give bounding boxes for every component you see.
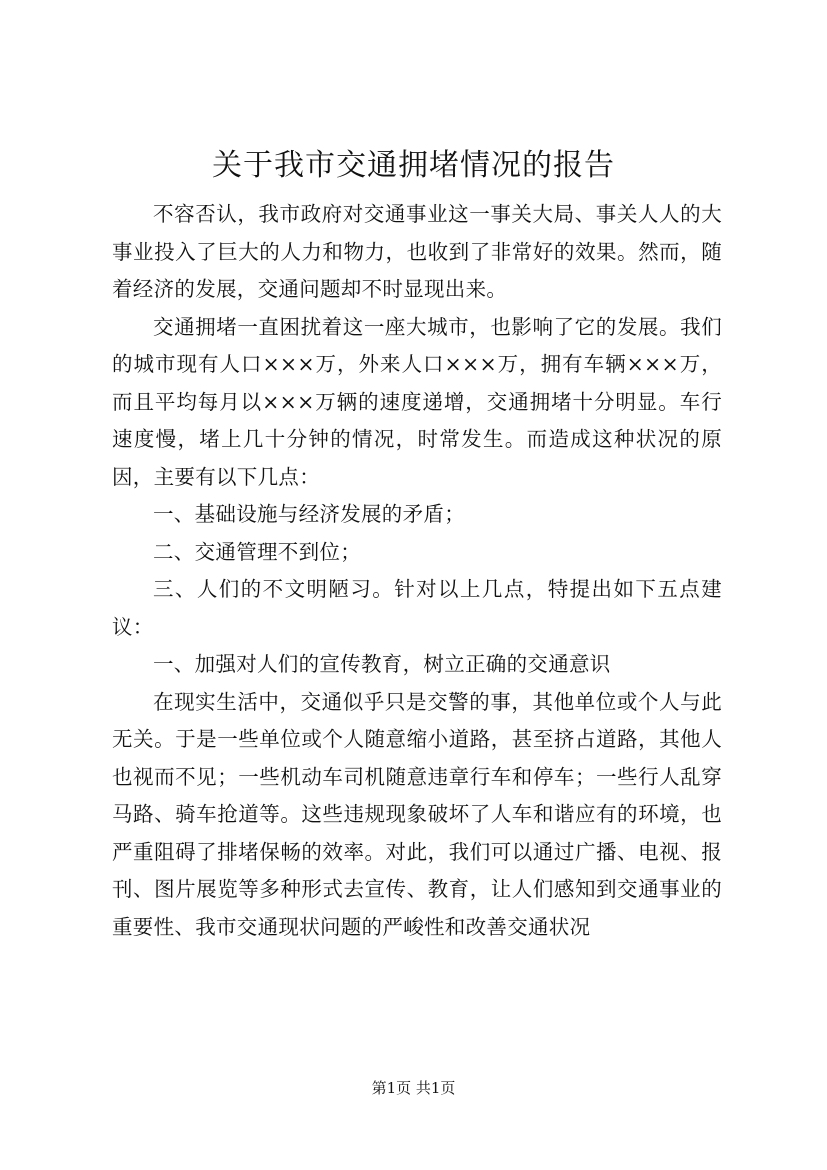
paragraph-cause-2: 二、交通管理不到位；	[153, 539, 361, 564]
paragraph-suggestion-heading: 一、加强对人们的宣传教育，树立正确的交通意识	[153, 652, 611, 676]
paragraph-cause-3: 三、人们的不文明陋习。针对以上几点，特提出如下五点建议：	[112, 577, 722, 639]
document-body	[112, 196, 722, 946]
page-footer: 第1页 共1页	[371, 1079, 456, 1097]
paragraph-intro: 不容否认，我市政府对交通事业这一事关大局、事关人人的大事业投入了巨大的人力和物力，也收到了非常好的效果。然而，随着经济的发展，交通问题却不时显现出来。	[112, 202, 722, 301]
paragraph-suggestion-body: 在现实生活中，交通似乎只是交警的事，其他单位或个人与此无关。于是一些单位或个人随意缩小道路，甚至挤占道路，其他人也视而不见；一些机动车司机随意违章行车和停车；一些行人乱穿马路、骑车抢道等。这些违规现象破坏了人车和谐应有的环境，也严重阻碍了排堵保畅的效率。对此，我们可以通过广播、电视、报刊、图片展览等多种形式去宣传、教育，让人们感知到交通事业的重要性、我市交通现状问题的严峻性和改善交通状况	[112, 689, 722, 939]
paragraph-cause-1: 一、基础设施与经济发展的矛盾；	[153, 502, 465, 526]
document-title: 关于我市交通拥堵情况的报告	[212, 148, 615, 183]
paragraph-congestion: 交通拥堵一直困扰着这一座大城市，也影响了它的发展。我们的城市现有人口×××万，外来人口×××万，拥有车辆×××万，而且平均每月以×××万辆的速度递增，交通拥堵十分明显。车行速度慢，堵上几十分钟的情况，时常发生。而造成这种状况的原因，主要有以下几点：	[112, 314, 722, 489]
